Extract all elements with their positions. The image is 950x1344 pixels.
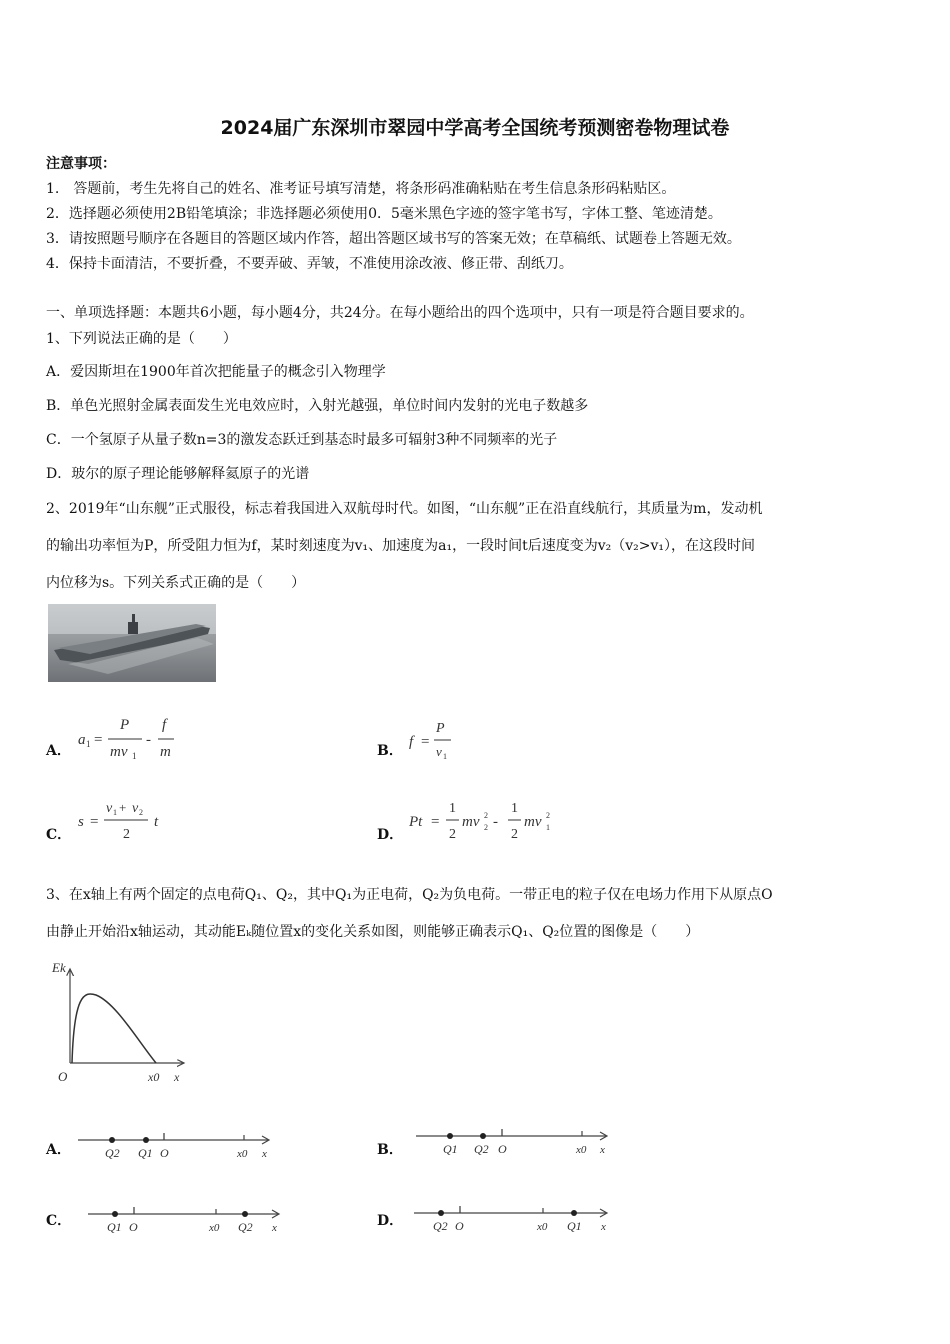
q3c-q1-label: Q1 <box>107 1220 122 1234</box>
ek-x-graph <box>44 955 194 1090</box>
notice-item-1: 1. 答题前，考生先将自己的姓名、准考证号填写清楚，将条形码准确粘贴在考生信息条形码粘贴区。 <box>46 181 676 197</box>
q3-option-a-axis <box>72 1125 282 1165</box>
svg-text:=: = <box>431 814 440 830</box>
svg-text:+: + <box>119 800 127 815</box>
q1-option-a: A．爱因斯坦在1900年首次把能量子的概念引入物理学 <box>46 364 386 380</box>
svg-text:v: v <box>132 801 139 816</box>
svg-text:mv: mv <box>462 814 480 830</box>
q3-option-d-axis <box>408 1198 618 1238</box>
q1-option-c: C．一个氢原子从量子数n=3的激发态跃迁到基态时最多可辐射3种不同频率的光子 <box>46 432 558 448</box>
svg-text:v: v <box>106 801 113 816</box>
q3b-q1-label: Q1 <box>443 1142 458 1156</box>
q3b-x0-label: x0 <box>576 1144 587 1156</box>
svg-text:P: P <box>436 721 445 736</box>
q2-formula-c <box>74 796 174 846</box>
q3a-q1-label: Q1 <box>138 1146 153 1160</box>
q3a-x-label: x <box>262 1148 267 1160</box>
svg-text:mv: mv <box>110 744 128 760</box>
svg-text:-: - <box>146 732 151 748</box>
svg-text:=: = <box>90 814 99 830</box>
svg-text:2: 2 <box>546 811 550 820</box>
svg-text:=: = <box>421 734 430 750</box>
q1-stem: 1、下列说法正确的是（ ） <box>46 331 237 347</box>
notice-item-3: 3．请按照题号顺序在各题目的答题区域内作答，超出答题区域书写的答案无效；在草稿纸、试题卷上答题无效。 <box>46 231 741 247</box>
q3c-q2-label: Q2 <box>238 1220 253 1234</box>
aircraft-carrier-photo <box>48 604 216 682</box>
q3d-x0-label: x0 <box>537 1221 548 1233</box>
q3b-x-label: x <box>600 1144 605 1156</box>
q3c-origin-label: O <box>129 1220 138 1234</box>
svg-text:=: = <box>94 732 103 748</box>
svg-text:f: f <box>162 717 167 733</box>
q3-option-c-axis <box>82 1199 292 1239</box>
page-title: 2024届广东深圳市翠园中学高考全国统考预测密卷物理试卷 <box>220 117 730 139</box>
q3c-x-label: x <box>272 1222 277 1234</box>
q1-option-d: D．玻尔的原子理论能够解释氦原子的光谱 <box>46 466 310 482</box>
svg-text:1: 1 <box>113 808 117 817</box>
q3-option-b-label: B． <box>377 1142 403 1158</box>
q3-stem-line-1: 3、在x轴上有两个固定的点电荷Q₁、Q₂，其中Q₁为正电荷，Q₂为负电荷。一带正电的粒子仅在电场力作用下从原点O <box>46 887 773 903</box>
aircraft-carrier-illustration <box>48 604 216 682</box>
q2-option-a-label: A． <box>46 743 71 759</box>
q2-stem-line-2: 的输出功率恒为P，所受阻力恒为f，某时刻速度为v₁、加速度为a₁，一段时间t后速度变为v₂（v₂>v₁），在这段时间 <box>46 538 756 554</box>
x-axis-label: x <box>174 1070 180 1084</box>
q3-option-a-label: A． <box>46 1142 71 1158</box>
svg-text:m: m <box>160 744 171 760</box>
svg-text:P: P <box>120 717 130 733</box>
q3-stem-line-2: 由静止开始沿x轴运动，其动能Eₖ随位置x的变化关系如图，则能够正确表示Q₁、Q₂位置的图像是（ ） <box>46 924 700 940</box>
q2-option-b-label: B． <box>377 743 403 759</box>
svg-text:2: 2 <box>484 811 488 820</box>
q3a-q2-label: Q2 <box>105 1146 120 1160</box>
q3d-q2-label: Q2 <box>433 1219 448 1233</box>
svg-text:f: f <box>409 734 414 750</box>
q2-formula-b <box>405 716 465 766</box>
q3d-q1-label: Q1 <box>567 1219 582 1233</box>
q2-option-c-label: C． <box>46 827 72 843</box>
q2-formula-d <box>405 796 565 846</box>
svg-text:2: 2 <box>123 827 130 842</box>
q2-stem-line-1: 2、2019年“山东舰”正式服役，标志着我国进入双航母时代。如图，“山东舰”正在沿直线航行，其质量为m，发动机 <box>46 501 763 517</box>
origin-label: O <box>58 1069 68 1084</box>
svg-text:mv: mv <box>524 814 542 830</box>
q3d-x-label: x <box>601 1221 606 1233</box>
q2-stem-line-3: 内位移为s。下列关系式正确的是（ ） <box>46 575 306 591</box>
svg-text:1: 1 <box>132 751 137 761</box>
svg-text:1: 1 <box>511 801 518 816</box>
notice-item-4: 4．保持卡面清洁，不要折叠，不要弄破、弄皱，不准使用涂改液、修正带、刮纸刀。 <box>46 256 573 272</box>
q3b-origin-label: O <box>498 1142 507 1156</box>
q3b-q2-label: Q2 <box>474 1142 489 1156</box>
y-axis-label: Ek <box>52 960 66 975</box>
svg-text:1: 1 <box>546 823 550 832</box>
svg-text:a: a <box>78 732 86 748</box>
svg-text:2: 2 <box>511 827 518 842</box>
svg-text:Pt: Pt <box>409 814 423 830</box>
q2-option-d-label: D． <box>377 827 404 843</box>
svg-text:s: s <box>78 814 84 830</box>
q3c-x0-label: x0 <box>209 1222 220 1234</box>
svg-text:2: 2 <box>484 823 488 832</box>
svg-text:1: 1 <box>449 801 456 816</box>
q1-option-b: B．单色光照射金属表面发生光电效应时，入射光越强，单位时间内发射的光电子数越多 <box>46 398 589 414</box>
section-heading: 一、单项选择题：本题共6小题，每小题4分，共24分。在每小题给出的四个选项中，只有一项是符合题目要求的。 <box>46 305 754 321</box>
q3d-origin-label: O <box>455 1219 464 1233</box>
svg-text:2: 2 <box>139 808 143 817</box>
q3a-origin-label: O <box>160 1146 169 1160</box>
notice-item-2: 2．选择题必须使用2B铅笔填涂；非选择题必须使用0．5毫米黑色字迹的签字笔书写，字体工整、笔迹清楚。 <box>46 206 722 222</box>
ek-curve <box>72 994 156 1063</box>
x0-label: x0 <box>148 1070 160 1084</box>
q2-formula-a <box>74 712 184 762</box>
svg-text:-: - <box>493 814 498 830</box>
q3a-x0-label: x0 <box>237 1148 248 1160</box>
q3-option-d-label: D． <box>377 1213 404 1229</box>
svg-text:v: v <box>436 744 442 759</box>
q3-option-c-label: C． <box>46 1213 72 1229</box>
svg-text:1: 1 <box>443 752 447 761</box>
q3-option-b-axis <box>410 1121 620 1161</box>
notice-heading: 注意事项： <box>46 156 116 172</box>
svg-text:1: 1 <box>86 739 91 749</box>
svg-text:t: t <box>154 814 159 830</box>
svg-text:2: 2 <box>449 827 456 842</box>
